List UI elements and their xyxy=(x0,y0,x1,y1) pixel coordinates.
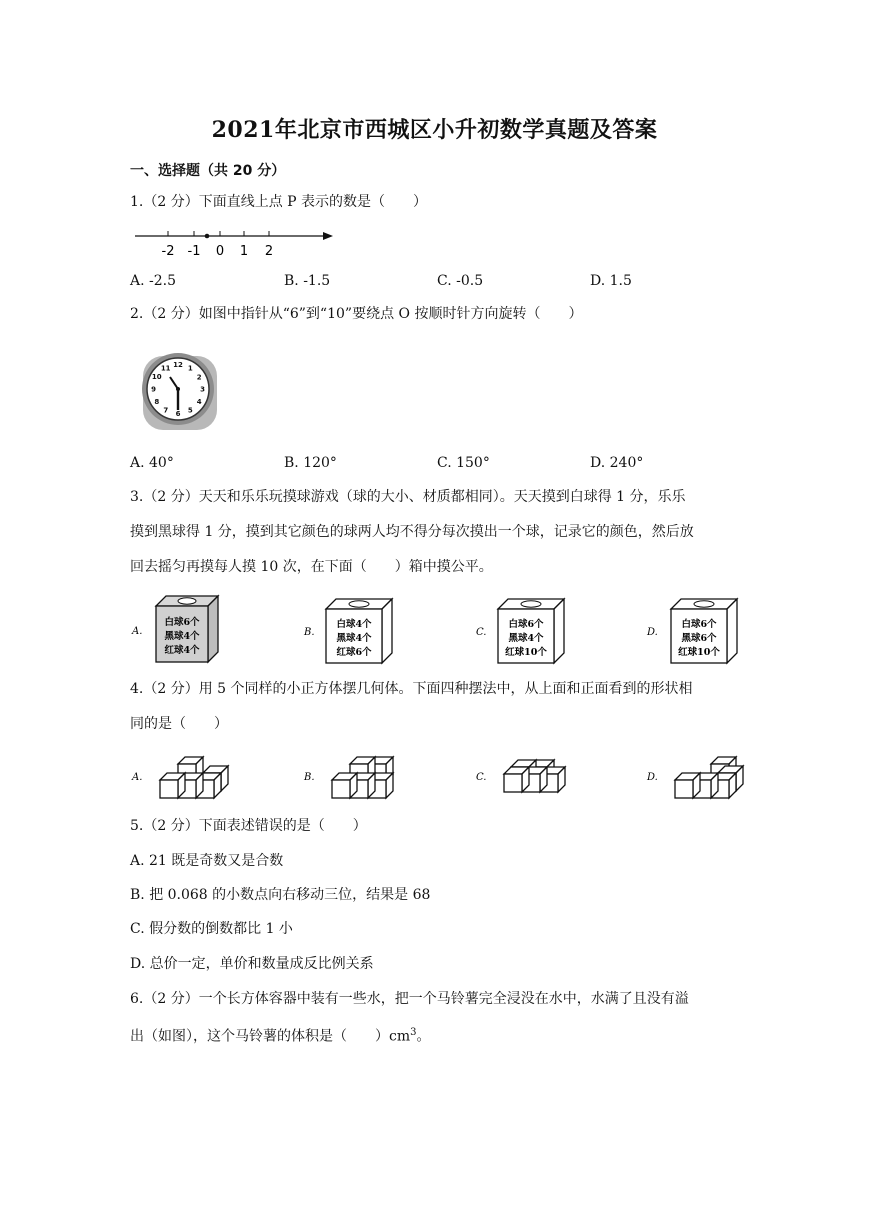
number-line-figure xyxy=(135,226,335,262)
clock-numeral: 7 xyxy=(163,406,169,415)
q2-option-c: C. 150° xyxy=(437,455,490,471)
clock-numeral: 11 xyxy=(160,364,171,373)
tick-label: -2 xyxy=(161,244,175,259)
ball-box-d xyxy=(645,597,739,665)
cube-face xyxy=(332,780,350,798)
clock-numeral: 2 xyxy=(196,373,202,382)
cube-arrangement-b xyxy=(302,756,402,802)
box-line: 白球6个 xyxy=(164,617,200,628)
box-line: 白球6个 xyxy=(508,619,544,630)
cube-arrangement-d xyxy=(645,756,745,802)
tick-label: 0 xyxy=(215,244,225,259)
cube-arrangement-a xyxy=(130,756,230,802)
box-line: 黑球4个 xyxy=(508,633,544,644)
cube-arrangement-c xyxy=(474,756,574,802)
figure-label: A. xyxy=(132,772,143,783)
cube-face xyxy=(160,780,178,798)
clock-numeral: 6 xyxy=(175,410,181,418)
q1-option-c: C. -0.5 xyxy=(437,273,484,289)
clock-figure xyxy=(140,349,220,431)
q6-stem-line2: 出（如图），这个马铃薯的体积是（ ）$cm^3$。 xyxy=(130,1027,431,1045)
q6-stem-line1: 6.（2 分）一个长方体容器中装有一些水，把一个马铃薯完全浸没在水中，水满了且没有溢 xyxy=(130,991,689,1007)
tick-label: 1 xyxy=(239,244,249,259)
q2-stem: 2.（2 分）如图中指针从“6”到“10”要绕点 O 按顺时针方向旋转（ ） xyxy=(130,306,583,322)
box-line: 红球10个 xyxy=(505,647,547,658)
clock-numeral: 10 xyxy=(151,373,162,382)
q5-stem: 5.（2 分）下面表述错误的是（ ） xyxy=(130,818,367,834)
q1-option-b: B. -1.5 xyxy=(284,273,331,289)
q5-option-d: D. 总价一定，单价和数量成反比例关系 xyxy=(130,956,374,972)
box-line: 白球4个 xyxy=(336,619,372,630)
page-title: 2021年北京市西城区小升初数学真题及答案 xyxy=(211,117,658,143)
box-line: 白球6个 xyxy=(681,619,717,630)
section-heading: 一、选择题（共 20 分） xyxy=(130,163,286,179)
box-label: D. xyxy=(647,627,658,638)
q3-stem-line2: 摸到黑球得 1 分，摸到其它颜色的球两人均不得分每次摸出一个球，记录它的颜色，然后放 xyxy=(130,524,694,540)
q2-option-b: B. 120° xyxy=(284,455,337,471)
clock-numeral: 1 xyxy=(187,364,193,373)
clock-numeral: 5 xyxy=(187,406,193,415)
figure-label: C. xyxy=(476,772,487,783)
q5-option-b: B. 把 0.068 的小数点向右移动三位，结果是 68 xyxy=(130,887,431,903)
ball-box-b xyxy=(302,597,394,665)
q5-option-a: A. 21 既是奇数又是合数 xyxy=(130,853,284,869)
box-line: 红球4个 xyxy=(164,645,200,656)
clock-numeral: 8 xyxy=(154,397,160,406)
clock-numeral: 3 xyxy=(200,385,205,394)
q1-stem: 1.（2 分）下面直线上点 P 表示的数是（ ） xyxy=(130,194,428,210)
figure-label: B. xyxy=(304,772,315,783)
q2-option-d: D. 240° xyxy=(590,455,644,471)
q2-option-a: A. 40° xyxy=(130,455,174,471)
q1-option-a: A. -2.5 xyxy=(130,273,177,289)
clock-numeral: 9 xyxy=(151,385,156,394)
q4-stem-line1: 4.（2 分）用 5 个同样的小正方体摆几何体。下面四种摆法中，从上面和正面看到的形状相 xyxy=(130,681,693,697)
figure-label: D. xyxy=(647,772,658,783)
ball-box-a xyxy=(130,594,220,664)
box-label: C. xyxy=(476,627,487,638)
cube-face xyxy=(504,774,522,792)
tick-label: 2 xyxy=(264,244,274,259)
clock-numeral: 12 xyxy=(173,361,183,369)
q5-option-c: C. 假分数的倒数都比 1 小 xyxy=(130,921,293,937)
ball-box-c xyxy=(474,597,566,665)
box-line: 黑球4个 xyxy=(164,631,200,642)
box-label: A. xyxy=(132,626,143,637)
q3-stem-line3: 回去摇匀再摸每人摸 10 次，在下面（ ）箱中摸公平。 xyxy=(130,559,493,575)
box-label: B. xyxy=(304,627,315,638)
box-line: 黑球6个 xyxy=(681,633,717,644)
box-line: 黑球4个 xyxy=(336,633,372,644)
q3-stem-line1: 3.（2 分）天天和乐乐玩摸球游戏（球的大小、材质都相同）。天天摸到白球得 1 分，乐乐 xyxy=(130,489,686,505)
box-line: 红球10个 xyxy=(678,647,720,658)
cube-face xyxy=(675,780,693,798)
tick-label: -1 xyxy=(187,244,201,259)
clock-numeral: 4 xyxy=(196,397,202,406)
box-line: 红球6个 xyxy=(336,647,372,658)
q1-option-d: D. 1.5 xyxy=(590,273,632,289)
q4-stem-line2: 同的是（ ） xyxy=(130,716,228,732)
point-p-marker xyxy=(205,234,210,239)
